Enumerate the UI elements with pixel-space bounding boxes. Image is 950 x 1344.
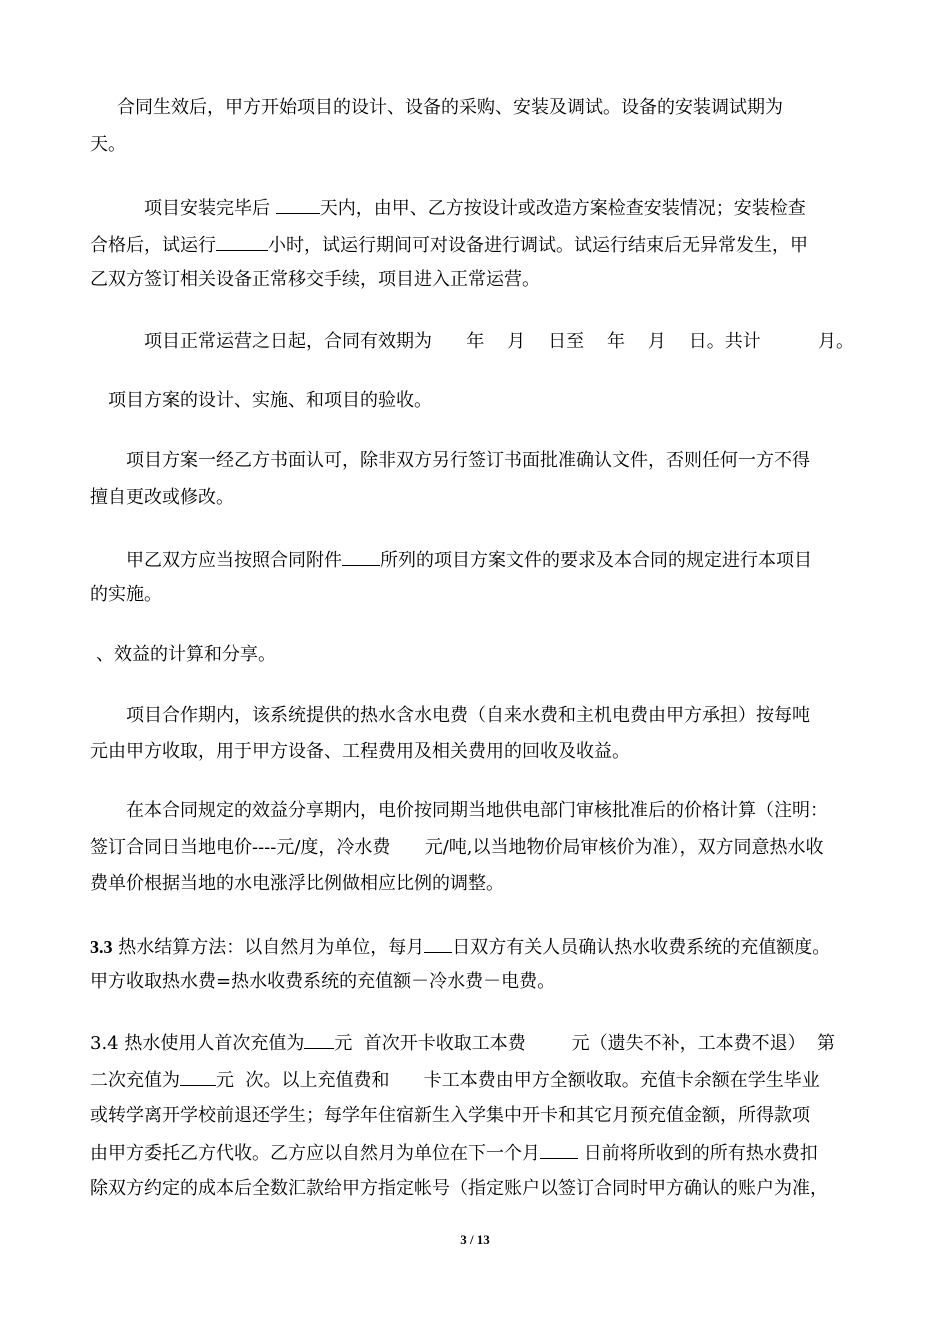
paragraph-line: 擅自更改或修改。	[90, 487, 234, 508]
blank-field	[304, 1030, 334, 1049]
paragraph-line: 天。	[90, 134, 126, 155]
paragraph-line: 除双方约定的成本后全数汇款给甲方指定帐号（指定账户以签订合同时甲方确认的账户为准，	[90, 1178, 828, 1199]
paragraph-line	[90, 1140, 818, 1166]
paragraph-line: 乙双方签订相关设备正常移交手续，项目进入正常运营。	[90, 269, 540, 290]
clause-number: 3.3	[90, 937, 113, 957]
text-segment: 3.4 热水使用人首次充值为	[90, 1033, 305, 1054]
paragraph-line: 费单价根据当地的水电涨浮比例做相应比例的调整。	[90, 873, 504, 894]
text-segment: 日双方有关人员确认热水收费系统的充值额度。	[452, 937, 831, 958]
paragraph-line: 元由甲方收取，用于甲方设备、工程费用及相关费用的回收及收益。	[90, 741, 630, 762]
text-segment: 项目安装完毕后	[144, 198, 270, 219]
text-segment: 合格后，试运行	[90, 235, 216, 256]
paragraph-line	[90, 934, 830, 960]
paragraph-line: 的实施。	[90, 584, 162, 605]
section-heading: 、效益的计算和分享。	[96, 644, 276, 665]
text-segment: 二次充值为	[90, 1070, 180, 1091]
paragraph-line	[90, 1030, 835, 1056]
blank-field	[216, 232, 268, 251]
paragraph-line	[126, 547, 812, 573]
paragraph-line: 项目合作期内，该系统提供的热水含水电费（自来水费和主机电费由甲方承担）按每吨	[126, 705, 810, 726]
paragraph-line: 项目正常运营之日起，合同有效期为 年 月 日至 年 月 日。共计 月。	[144, 331, 854, 352]
text-segment: 元 首次开卡收取工本费 元（遗失不补，工本费不退） 第	[334, 1033, 836, 1054]
text-segment: 所列的项目方案文件的要求及本合同的规定进行本项目	[380, 550, 812, 571]
text-segment: 天内，由甲、乙方按设计或改造方案检查安装情况；安装检查	[319, 198, 806, 219]
text-segment: 甲乙双方应当按照合同附件	[126, 550, 342, 571]
text-segment: 小时，试运行期间可对设备进行调试。试运行结束后无异常发生，甲	[268, 235, 808, 256]
text-segment: 热水结算方法：以自然月为单位，每月	[118, 937, 425, 958]
text-segment: 元 次。以上充值费和 卡工本费由甲方全额收取。充值卡余额在学生毕业	[216, 1070, 820, 1091]
blank-field	[276, 195, 320, 214]
text-segment: 日前将所收到的所有热水费扣	[578, 1143, 818, 1164]
blank-field	[180, 1067, 216, 1086]
paragraph-line: 或转学离开学校前退还学生；每学年住宿新生入学集中开卡和其它月预充值金额，所得款项	[90, 1105, 810, 1126]
blank-field	[424, 934, 452, 953]
paragraph-line: 甲方收取热水费=热水收费系统的充值额－冷水费－电费。	[90, 971, 556, 992]
paragraph-line: 项目方案一经乙方书面认可，除非双方另行签订书面批准确认文件，否则任何一方不得	[126, 450, 810, 471]
paragraph-line: 合同生效后，甲方开始项目的设计、设备的采购、安装及调试。设备的安装调试期为	[117, 97, 783, 118]
paragraph-line	[90, 1067, 820, 1093]
paragraph-line: 签订合同日当地电价----元/度，冷水费 元/吨,以当地物价局审核价为准），双方同意热水收	[90, 837, 824, 858]
paragraph-line	[144, 195, 806, 221]
blank-field	[342, 547, 380, 566]
paragraph-line: 在本合同规定的效益分享期内，电价按同期当地供电部门审核批准后的价格计算（注明：	[126, 800, 828, 821]
page-number: 3 / 13	[460, 1232, 490, 1247]
text-segment: 由甲方委托乙方代收。乙方应以自然月为单位在下一个月	[90, 1143, 540, 1164]
blank-field	[540, 1140, 578, 1159]
section-heading: 项目方案的设计、实施、和项目的验收。	[108, 390, 432, 411]
paragraph-line	[90, 232, 808, 258]
